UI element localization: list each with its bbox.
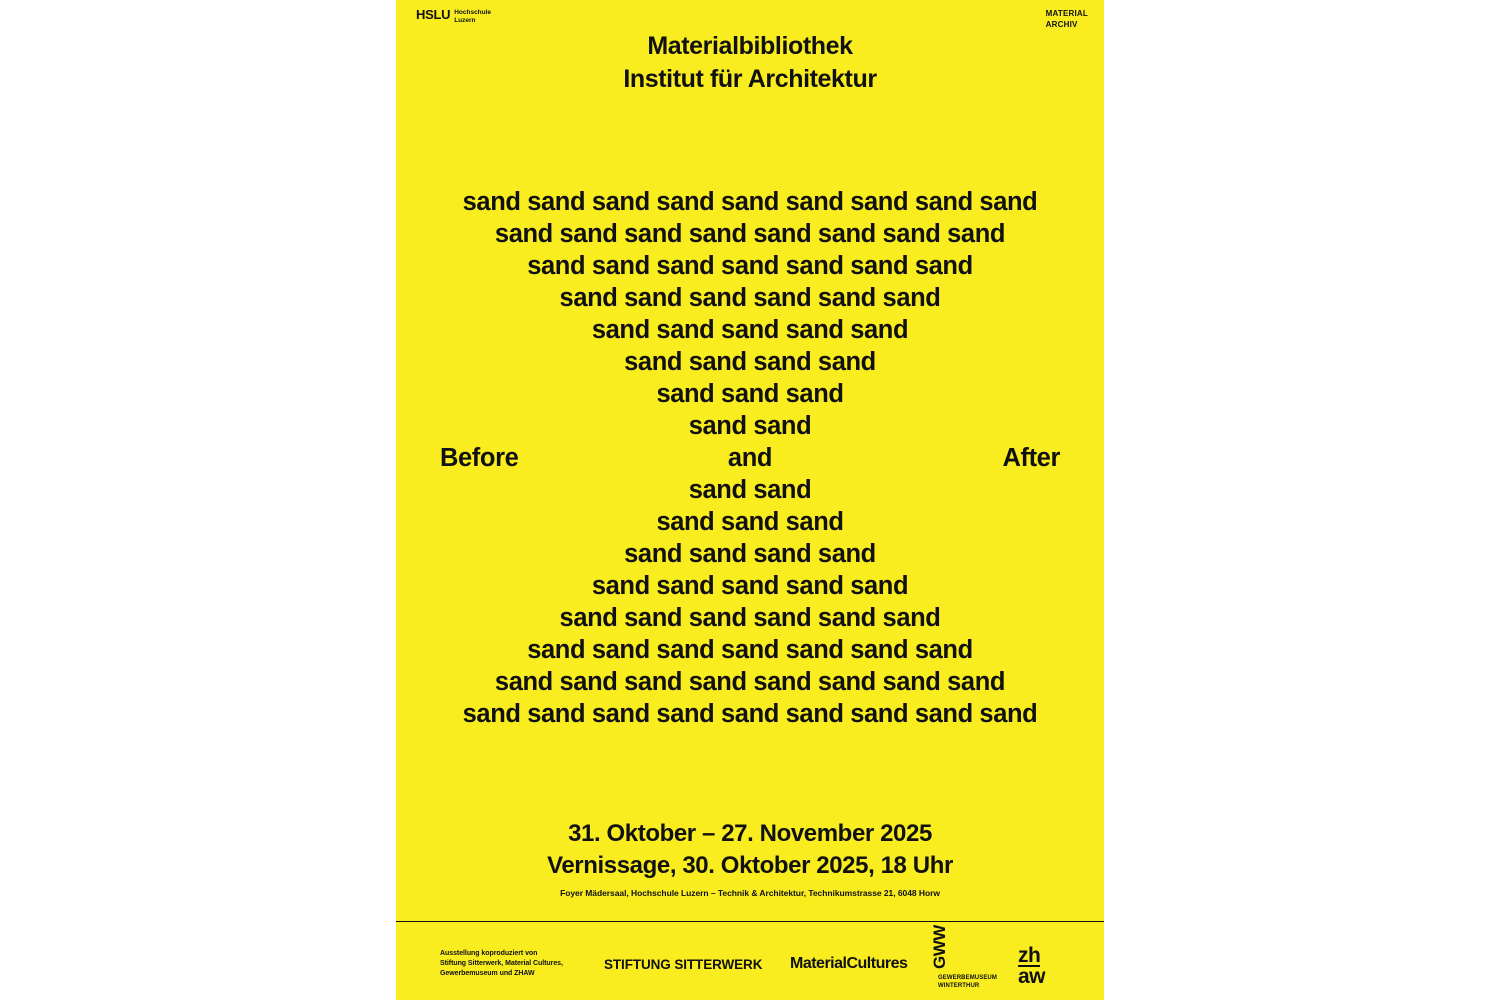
credit-line-1: Ausstellung koproduziert von: [440, 950, 538, 957]
sand-line-below-1: sand sand: [688, 476, 812, 504]
exhibition-poster: [396, 0, 1104, 1000]
zhaw-line2: aw: [1018, 965, 1046, 989]
before-label: Before: [440, 444, 519, 472]
sand-line-below-7: sand sand sand sand sand sand sand sand: [494, 668, 1006, 696]
and-label: and: [727, 444, 773, 472]
gww-name: [938, 974, 997, 991]
hslu-logo: [416, 8, 491, 25]
sand-line-above-5: sand sand sand sand sand: [591, 316, 909, 344]
gewerbemuseum-winterthur-logo: [924, 925, 1004, 999]
title-line-2: Institut für Architektur: [623, 65, 877, 93]
gww-name-line1: GEWERBEMUSEUM: [938, 975, 997, 981]
sand-line-below-6: sand sand sand sand sand sand sand: [527, 636, 973, 664]
credit-line-2: Stiftung Sitterwerk, Material Cultures,: [440, 960, 563, 968]
hslu-wordmark: HSLU: [416, 7, 451, 22]
sand-line-below-5: sand sand sand sand sand sand: [559, 604, 941, 632]
dates-range: 31. Oktober – 27. November 2025: [568, 820, 932, 847]
credit-line-3: Gewerbemuseum und ZHAW: [440, 970, 535, 978]
sand-line-above-7: sand sand sand: [656, 380, 844, 408]
stiftung-sitterwerk-logo: STIFTUNG SITTERWERK: [604, 957, 763, 972]
sand-line-above-3: sand sand sand sand sand sand sand: [527, 252, 973, 280]
sand-line-below-4: sand sand sand sand sand: [591, 572, 909, 600]
sand-line-below-8: sand sand sand sand sand sand sand sand sand: [462, 700, 1038, 728]
vernissage-info: Vernissage, 30. Oktober 2025, 18 Uhr: [547, 851, 953, 879]
sand-line-above-4: sand sand sand sand sand sand: [559, 284, 941, 312]
zhaw-line1: zh: [1018, 944, 1041, 967]
material-archiv-logo: [1046, 8, 1088, 30]
hslu-subtitle-line1: Hochschule: [454, 9, 492, 16]
material-cultures-logo: MaterialCultures: [790, 955, 908, 972]
sand-line-below-3: sand sand sand sand: [624, 540, 876, 568]
venue-address: Foyer Mädersaal, Hochschule Luzern – Technik & Architektur, Technikumstrasse 21, 6048 Horw: [560, 888, 940, 898]
coproduction-credit: [440, 949, 563, 979]
footer: [396, 921, 1104, 1000]
sand-line-above-6: sand sand sand sand: [624, 348, 876, 376]
sand-line-above-2: sand sand sand sand sand sand sand sand: [494, 220, 1006, 248]
hslu-subtitle: [454, 8, 491, 25]
sand-concrete-poem: [396, 186, 1104, 730]
zhaw-logo: [1018, 946, 1045, 987]
page-title: [396, 30, 1104, 96]
gww-name-line2: WINTERTHUR: [938, 983, 980, 990]
title-line-1: Materialbibliothek: [647, 32, 853, 60]
exhibition-dates: [396, 818, 1104, 882]
gww-monogram: GWW: [930, 925, 949, 969]
sand-line-above-1: sand sand sand sand sand sand sand sand sand: [462, 188, 1038, 216]
after-label: After: [1002, 444, 1060, 472]
sand-line-below-2: sand sand sand: [656, 508, 844, 536]
before-and-after-row: [396, 442, 1104, 474]
material-archiv-line2: ARCHIV: [1045, 20, 1078, 30]
material-archiv-line1: MATERIAL: [1045, 9, 1088, 18]
hslu-subtitle-line2: Luzern: [454, 17, 476, 25]
sand-line-above-8: sand sand: [688, 412, 812, 440]
